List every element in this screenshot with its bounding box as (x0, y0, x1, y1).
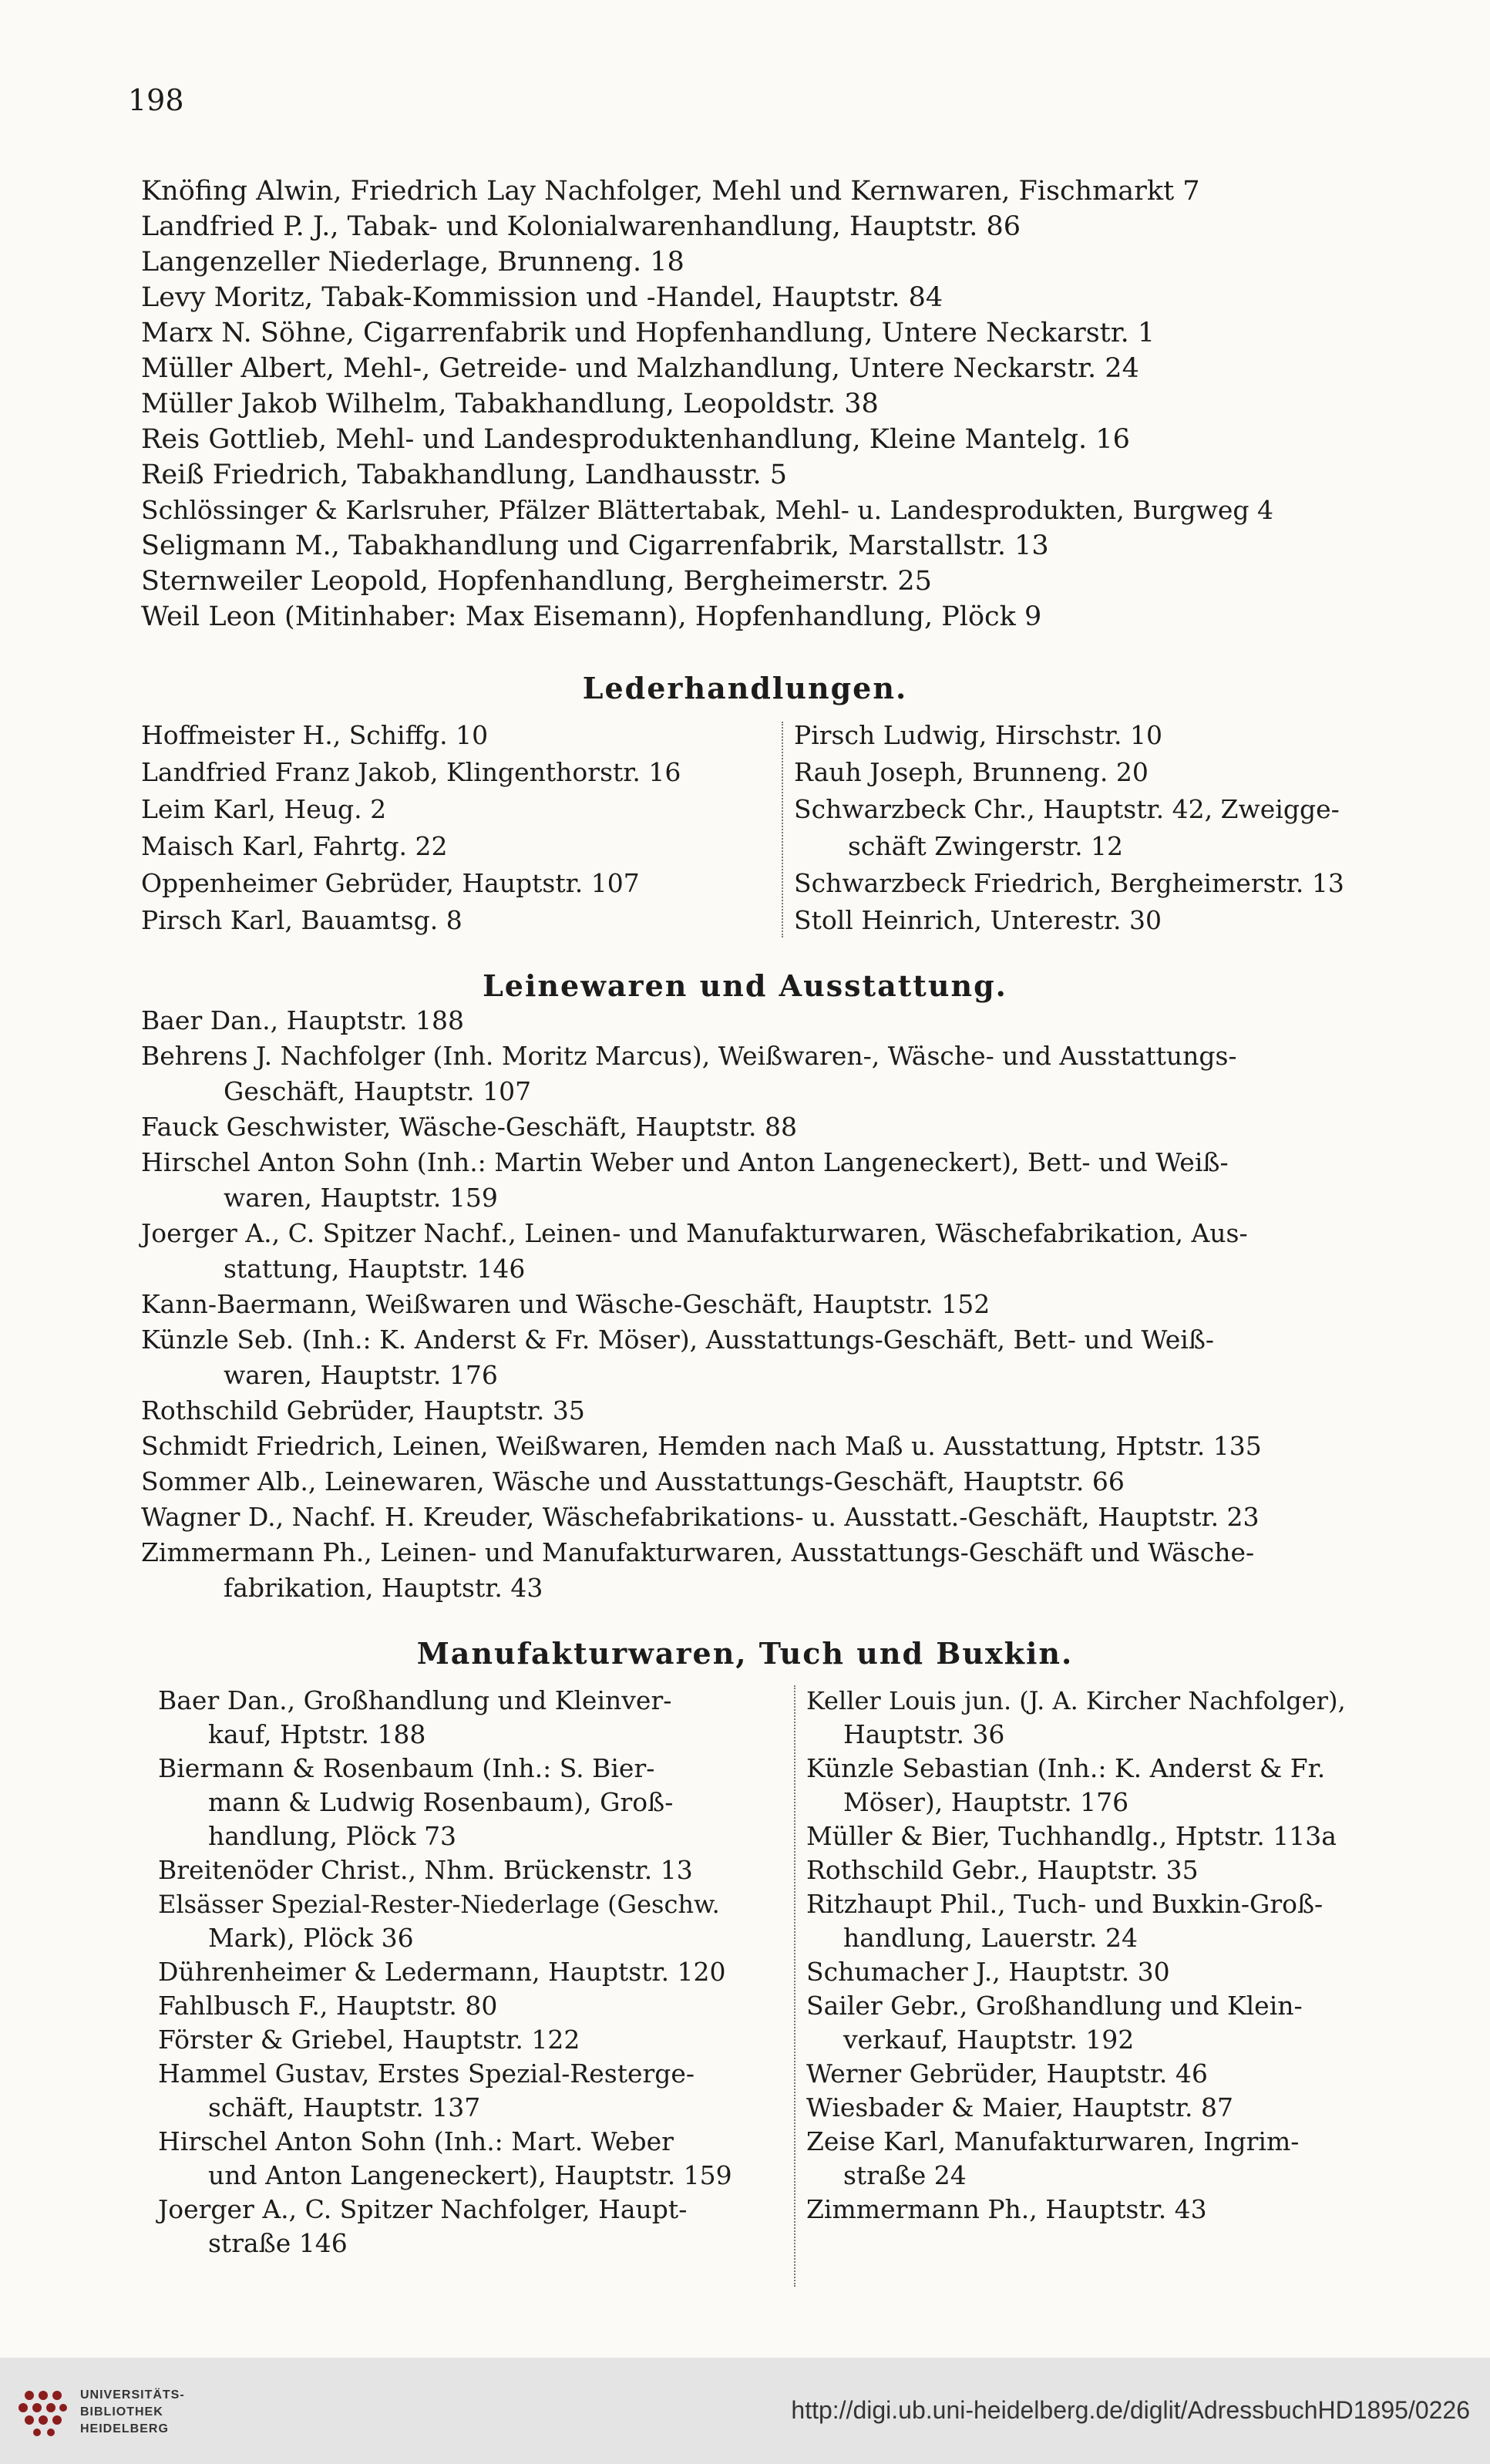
list-item: Keller Louis jun. (J. A. Kircher Nachfolger), (806, 1686, 1346, 1715)
list-item: Müller & Bier, Tuchhandlg., Hptstr. 113a (806, 1821, 1337, 1851)
section-heading-leine: Leinewaren und Ausstattung. (483, 968, 1007, 1003)
library-logo-icon[interactable] (15, 2385, 71, 2440)
list-item: Landfried P. J., Tabak- und Kolonialwarenhandlung, Hauptstr. 86 (141, 211, 1021, 242)
list-item: Hirschel Anton Sohn (Inh.: Martin Weber und Anton Langeneckert), Bett- und Weiß- (141, 1147, 1229, 1177)
list-item: Wagner D., Nachf. H. Kreuder, Wäschefabrikations- u. Ausstatt.-Geschäft, Hauptstr. 23 (141, 1502, 1260, 1532)
list-item: Rothschild Gebr., Hauptstr. 35 (806, 1855, 1199, 1885)
list-item: Joerger A., C. Spitzer Nachfolger, Haupt- (158, 2194, 688, 2224)
list-item: Oppenheimer Gebrüder, Hauptstr. 107 (141, 868, 640, 898)
list-item: Biermann & Rosenbaum (Inh.: S. Bier- (158, 1753, 655, 1783)
list-item: straße 24 (843, 2160, 967, 2190)
list-item: mann & Ludwig Rosenbaum), Groß- (208, 1787, 674, 1817)
list-item: Elsässer Spezial-Rester-Niederlage (Geschw. (158, 1890, 720, 1919)
list-item: Kann-Baermann, Weißwaren und Wäsche-Geschäft, Hauptstr. 152 (141, 1289, 991, 1319)
list-item: Pirsch Ludwig, Hirschstr. 10 (794, 720, 1162, 750)
list-item: Baer Dan., Großhandlung und Kleinver- (158, 1685, 672, 1715)
list-item: Behrens J. Nachfolger (Inh. Moritz Marcus), Weißwaren-, Wäsche- und Ausstattungs- (141, 1041, 1237, 1071)
list-item: waren, Hauptstr. 159 (224, 1183, 498, 1213)
list-item: Pirsch Karl, Bauamtsg. 8 (141, 905, 462, 935)
list-item: Reis Gottlieb, Mehl- und Landesproduktenhandlung, Kleine Mantelg. 16 (141, 424, 1130, 455)
list-item: Knöfing Alwin, Friedrich Lay Nachfolger, Mehl und Kernwaren, Fischmarkt 7 (141, 176, 1200, 207)
list-item: Hauptstr. 36 (843, 1719, 1005, 1749)
list-item: straße 146 (208, 2228, 348, 2258)
list-item: stattung, Hauptstr. 146 (224, 1254, 526, 1284)
list-item: Schmidt Friedrich, Leinen, Weißwaren, Hemden nach Maß u. Ausstattung, Hptstr. 135 (141, 1431, 1262, 1461)
section-heading-manu: Manufakturwaren, Tuch und Buxkin. (416, 1636, 1074, 1671)
list-item: Maisch Karl, Fahrtg. 22 (141, 831, 448, 861)
list-item: Zeise Karl, Manufakturwaren, Ingrim- (806, 2126, 1300, 2156)
page-number: 198 (128, 83, 184, 117)
list-item: fabrikation, Hauptstr. 43 (224, 1573, 543, 1603)
list-item: Leim Karl, Heug. 2 (141, 794, 387, 824)
list-item: Fauck Geschwister, Wäsche-Geschäft, Hauptstr. 88 (141, 1112, 797, 1142)
list-item: Stoll Heinrich, Unterestr. 30 (794, 905, 1162, 935)
list-item: Werner Gebrüder, Hauptstr. 46 (806, 2058, 1208, 2089)
list-item: Weil Leon (Mitinhaber: Max Eisemann), Hopfenhandlung, Plöck 9 (141, 601, 1042, 632)
list-item: kauf, Hptstr. 188 (208, 1719, 426, 1749)
list-item: Wiesbader & Maier, Hauptstr. 87 (806, 2092, 1234, 2122)
list-item: Förster & Griebel, Hauptstr. 122 (158, 2025, 580, 2055)
list-item: handlung, Plöck 73 (208, 1821, 457, 1851)
list-item: Baer Dan., Hauptstr. 188 (141, 1005, 464, 1035)
list-item: Hirschel Anton Sohn (Inh.: Mart. Weber (158, 2126, 674, 2156)
logo-line: BIBLIOTHEK (80, 2405, 163, 2419)
list-item: Müller Albert, Mehl-, Getreide- und Malzhandlung, Untere Neckarstr. 24 (141, 353, 1139, 384)
footer-bar (0, 2358, 1490, 2464)
column-separator (782, 722, 783, 937)
logo-line: HEIDELBERG (80, 2422, 169, 2435)
list-item: Zimmermann Ph., Hauptstr. 43 (806, 2194, 1207, 2224)
list-item: Ritzhaupt Phil., Tuch- und Buxkin-Groß- (806, 1889, 1324, 1919)
list-item: Schwarzbeck Chr., Hauptstr. 42, Zweigge- (794, 794, 1340, 824)
list-item: Schumacher J., Hauptstr. 30 (806, 1957, 1170, 1987)
list-item: Zimmermann Ph., Leinen- und Manufakturwaren, Ausstattungs-Geschäft und Wäsche- (141, 1537, 1255, 1567)
list-item: Geschäft, Hauptstr. 107 (224, 1076, 532, 1106)
list-item: Schlössinger & Karlsruher, Pfälzer Blättertabak, Mehl- u. Landesprodukten, Burgweg 4 (141, 495, 1273, 525)
list-item: Breitenöder Christ., Nhm. Brückenstr. 13 (158, 1855, 693, 1885)
list-item: Rothschild Gebrüder, Hauptstr. 35 (141, 1395, 585, 1426)
list-item: Sailer Gebr., Großhandlung und Klein- (806, 1991, 1303, 2021)
list-item: Hammel Gustav, Erstes Spezial-Resterge- (158, 2058, 695, 2089)
list-item: Levy Moritz, Tabak-Kommission und -Handel, Hauptstr. 84 (141, 282, 943, 313)
source-url-link[interactable]: http://digi.ub.uni-heidelberg.de/diglit/AdressbuchHD1895/0226 (791, 2396, 1470, 2424)
list-item: Hoffmeister H., Schiffg. 10 (141, 720, 489, 750)
list-item: Mark), Plöck 36 (208, 1923, 414, 1953)
list-item: Seligmann M., Tabakhandlung und Cigarrenfabrik, Marstallstr. 13 (141, 530, 1049, 561)
list-item: Künzle Seb. (Inh.: K. Anderst & Fr. Möser), Ausstattungs-Geschäft, Bett- und Weiß- (141, 1325, 1215, 1355)
list-item: Dührenheimer & Ledermann, Hauptstr. 120 (158, 1957, 726, 1987)
list-item: Sternweiler Leopold, Hopfenhandlung, Bergheimerstr. 25 (141, 566, 932, 597)
section-heading-leder: Lederhandlungen. (582, 671, 908, 705)
list-item: Rauh Joseph, Brunneng. 20 (794, 757, 1149, 787)
list-item: Marx N. Söhne, Cigarrenfabrik und Hopfenhandlung, Untere Neckarstr. 1 (141, 318, 1155, 348)
logo-line: UNIVERSITÄTS- (80, 2388, 185, 2402)
list-item: waren, Hauptstr. 176 (224, 1360, 498, 1390)
list-item: Fahlbusch F., Hauptstr. 80 (158, 1991, 498, 2021)
list-item: Möser), Hauptstr. 176 (843, 1787, 1129, 1817)
list-item: Sommer Alb., Leinewaren, Wäsche und Ausstattungs-Geschäft, Hauptstr. 66 (141, 1466, 1125, 1496)
list-item: Schwarzbeck Friedrich, Bergheimerstr. 13 (794, 868, 1344, 898)
library-logo-text (80, 2387, 185, 2438)
list-item: Joerger A., C. Spitzer Nachf., Leinen- und Manufakturwaren, Wäschefabrikation, Aus- (141, 1218, 1248, 1248)
list-item: Reiß Friedrich, Tabakhandlung, Landhausstr. 5 (141, 459, 788, 490)
list-item: Landfried Franz Jakob, Klingenthorstr. 16 (141, 757, 681, 787)
list-item: Müller Jakob Wilhelm, Tabakhandlung, Leopoldstr. 38 (141, 389, 879, 419)
column-separator (794, 1685, 795, 2287)
list-item: handlung, Lauerstr. 24 (843, 1923, 1138, 1953)
list-item: und Anton Langeneckert), Hauptstr. 159 (208, 2160, 732, 2190)
list-item: Langenzeller Niederlage, Brunneng. 18 (141, 247, 684, 278)
list-item: schäft, Hauptstr. 137 (208, 2092, 481, 2122)
list-item: schäft Zwingerstr. 12 (848, 831, 1124, 861)
list-item: verkauf, Hauptstr. 192 (843, 2025, 1135, 2055)
list-item: Künzle Sebastian (Inh.: K. Anderst & Fr. (806, 1753, 1326, 1783)
